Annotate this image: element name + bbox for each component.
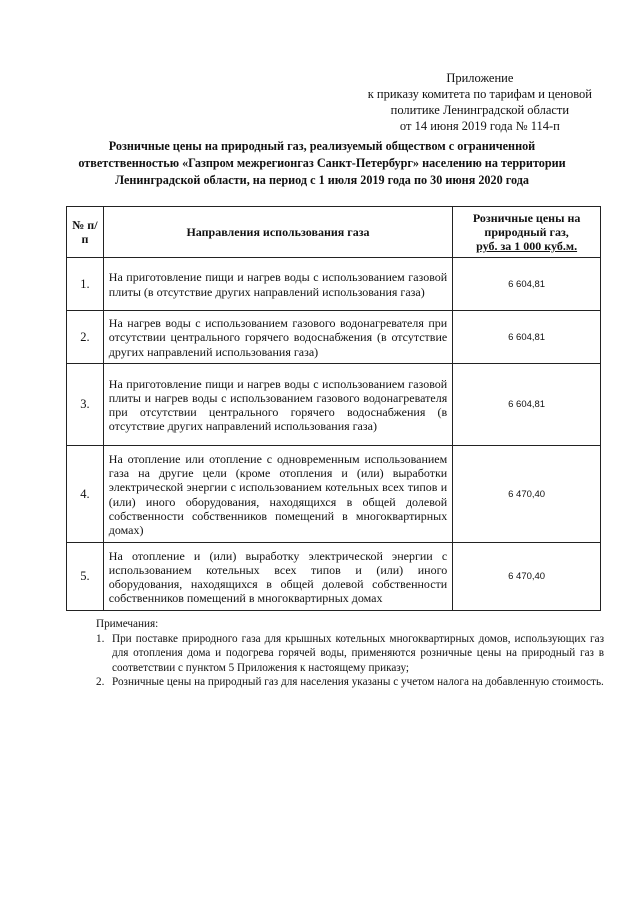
title-line: Розничные цены на природный газ, реализуемый обществом с ограниченной [108, 139, 536, 153]
note-text: При поставке природного газа для крышных котельных многоквартирных домов, использующих газ для отопления дома и подогрева горячей воды, применяются розничные цены на природный газ в соответствии с пунктом 5 Приложения к настоящему приказу; [112, 633, 604, 674]
table-header-row [67, 207, 601, 258]
note-number: 1. [96, 633, 105, 646]
table-row [67, 543, 601, 611]
row-number: 3. [67, 364, 104, 446]
notes-title: Примечания: [96, 618, 159, 630]
title-line: Ленинградской области, на период с 1 июля 2019 года по 30 июня 2020 года [114, 173, 529, 187]
row-direction: На отопление или отопление с одновременным использованием газа на другие цели (кроме отопления и (или) выработки электрической энергии с использованием котельных всех типов и (или) иного оборудования, находящихся в общей долевой собственности собственников помещений в многоквартирных домах) [103, 446, 452, 543]
note-number: 2. [96, 675, 105, 688]
row-number: 1. [67, 258, 104, 311]
row-price: 6 470,40 [453, 446, 601, 543]
note-text: Розничные цены на природный газ для населения указаны с учетом налога на добавленную стоимость. [112, 675, 604, 688]
appendix-line: политике Ленинградской области [390, 103, 570, 117]
note-item [96, 675, 604, 689]
header-direction: Направления использования газа [103, 207, 452, 258]
header-price-line: Розничные цены на [472, 211, 581, 225]
header-price [453, 207, 601, 258]
appendix-line: от 14 июня 2019 года № 114-п [399, 119, 560, 133]
header-number: № п/п [67, 207, 104, 258]
price-table [66, 206, 601, 611]
document-title [52, 138, 592, 189]
row-price: 6 604,81 [453, 364, 601, 446]
row-direction: На отопление и (или) выработку электрической энергии с использованием котельных всех типов и (или) иного оборудования, находящихся в общей долевой собственности собственников помещений в многоквартирных домах [103, 543, 452, 611]
row-direction: На приготовление пищи и нагрев воды с использованием газовой плиты и нагрев воды с использованием газового водонагревателя при отсутствии центрального горячего водоснабжения (в отсутствие других направлений использования газа) [103, 364, 452, 446]
table-row [67, 446, 601, 543]
table-row [67, 258, 601, 311]
appendix-header [368, 70, 592, 134]
table-row [67, 364, 601, 446]
table-row [67, 311, 601, 364]
row-price: 6 604,81 [453, 258, 601, 311]
appendix-line: Приложение [446, 71, 514, 85]
header-price-line: природный газ, [484, 225, 569, 239]
row-number: 2. [67, 311, 104, 364]
row-direction: На приготовление пищи и нагрев воды с использованием газовой плиты (в отсутствие других направлений использования газа) [103, 258, 452, 311]
notes-section [96, 617, 604, 689]
header-price-line: руб. за 1 000 куб.м. [476, 239, 578, 253]
row-number: 4. [67, 446, 104, 543]
note-item [96, 632, 604, 675]
title-line: ответственностью «Газпром межрегионгаз Санкт-Петербург» населению на территории [78, 156, 566, 170]
row-direction: На нагрев воды с использованием газового водонагревателя при отсутствии центрального горячего водоснабжения (в отсутствие других направлений использования газа) [103, 311, 452, 364]
row-price: 6 470,40 [453, 543, 601, 611]
appendix-line: к приказу комитета по тарифам и ценовой [367, 87, 592, 101]
row-price: 6 604,81 [453, 311, 601, 364]
row-number: 5. [67, 543, 104, 611]
